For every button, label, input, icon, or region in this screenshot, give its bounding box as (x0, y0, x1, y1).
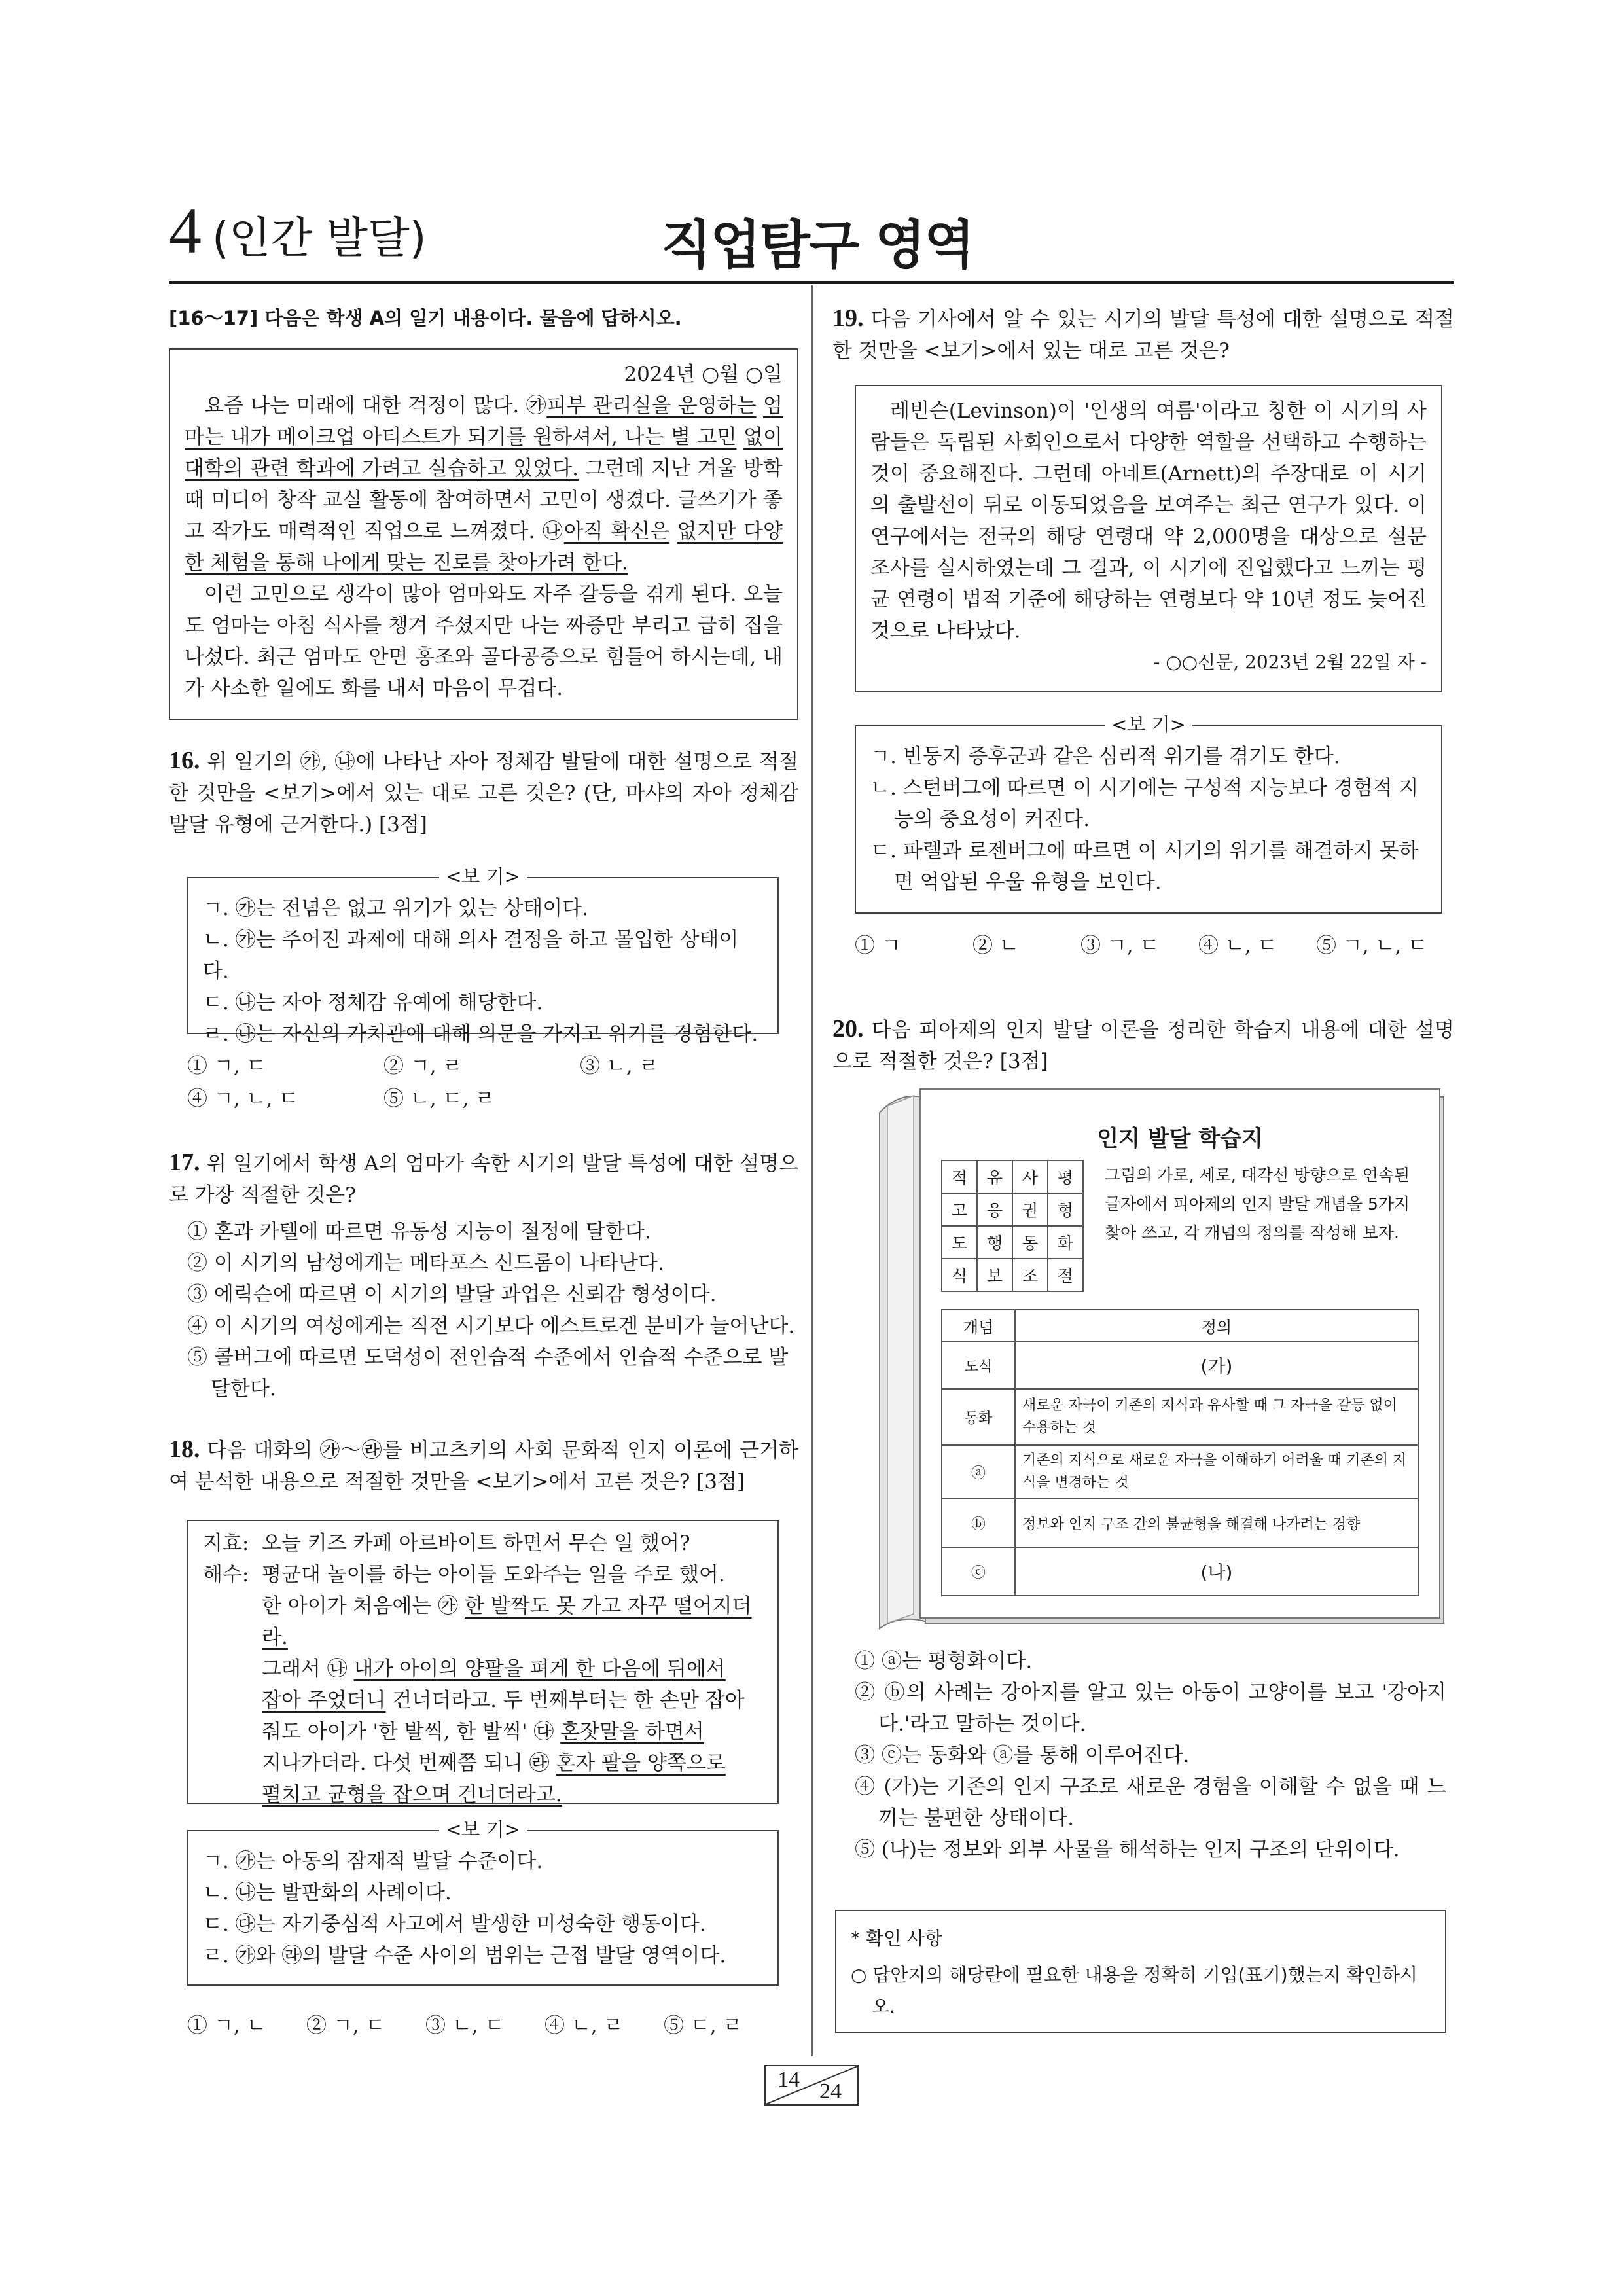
page-total: 24 (819, 2079, 842, 2104)
question-number: 19. (832, 304, 864, 332)
choice-5[interactable]: ⑤ 콜버그에 따르면 도덕성이 전인습적 수준에서 인습적 수준으로 발달한다. (187, 1346, 789, 1401)
diary-paragraph-1 (185, 390, 783, 579)
grid-cell: 절 (1048, 1259, 1083, 1291)
section-header (169, 195, 427, 274)
table-cell: 도식 (942, 1342, 1015, 1389)
table-header: 개념 (942, 1310, 1015, 1342)
mark-ga: ㉮ (526, 394, 547, 418)
intro-text: [16～17] 다음은 학생 A의 일기 내용이다. 물음에 답하시오. (169, 307, 682, 329)
page-title: 직업탐구 영역 (661, 215, 974, 276)
diary-text: 요즘 나는 미래에 대한 걱정이 많다. (204, 394, 526, 418)
diary-date: 2024년 ○월 ○일 (624, 363, 783, 386)
underlined-text: 펼치고 균형을 잡으며 건너더라고. (262, 1783, 562, 1806)
choice-5[interactable]: ⑤ ㄴ, ㄷ, ㄹ (383, 1087, 495, 1111)
bogi-item: ㄹ. ㉮와 ㉱의 발달 수준 사이의 범위는 근접 발달 영역이다. (203, 1944, 726, 1967)
table-cell: ⓐ (942, 1445, 1015, 1499)
question-stem: 다음 기사에서 알 수 있는 시기의 발달 특성에 대한 설명으로 적절한 것만을 <보기>에서 있는 대로 고른 것은? (832, 308, 1454, 363)
diary-text: 그런데 지난 겨울 방학 때 미디어 창작 교실 활동에 참여하면서 고민이 생겼다. 글쓰기가 좋고 작가도 매력적인 직업으로 느껴졌다. (185, 457, 783, 543)
grid-cell: 행 (977, 1226, 1012, 1259)
question-number: 20. (832, 1015, 864, 1043)
speaker-name: 해수: (203, 1563, 249, 1587)
speech-text: 건너더라고. 두 번째부터는 한 손만 잡아 (385, 1689, 745, 1712)
choice-2[interactable]: ② ⓑ의 사례는 강아지를 알고 있는 아동이 고양이를 보고 '강아지다.'라고 말하는 것이다. (855, 1681, 1446, 1736)
grid-cell: 조 (1012, 1259, 1048, 1291)
underlined-text: 엄마는 내가 메이크업 아티스트가 되기를 원하셔서, 나는 별 고민 (185, 394, 783, 449)
mark-na: ㉯ (542, 520, 564, 543)
notice-text: ○ 답안지의 해당란에 필요한 내용을 정확히 기입(표기)했는지 확인하시오. (851, 1964, 1418, 2017)
grid-cell: 고 (942, 1193, 977, 1226)
choice-1[interactable]: ① ㄱ, ㄴ (187, 2014, 266, 2037)
question-stem: 위 일기의 ㉮, ㉯에 나타난 자아 정체감 발달에 대한 설명으로 적절한 것만을 <보기>에서 있는 대로 고른 것은? (단, 마샤의 자아 정체감 발달 유형에 근거한다.) [3점] (169, 750, 798, 836)
choice-1[interactable]: ① ㄱ (855, 934, 901, 958)
bogi-title: <보 기> (439, 1818, 527, 1840)
choice-3[interactable]: ③ ㄱ, ㄷ (1080, 934, 1160, 958)
underlined-text: 없지만 다양한 체험을 통해 나에게 맞는 진로를 찾아가려 한다. (185, 520, 783, 575)
q16-bogi-box (187, 865, 779, 1046)
speech-text: 한 아이가 처음에는 ㉮ (262, 1594, 465, 1618)
question-number: 18. (169, 1435, 200, 1463)
bogi-item: ㄴ. ㉯는 발판화의 사례이다. (203, 1881, 452, 1905)
underlined-text: 한 발짝도 못 가고 자꾸 떨어지더라. (262, 1594, 752, 1649)
table-cell: 동화 (942, 1389, 1015, 1445)
q19-choices (855, 929, 1427, 962)
question-number: 16. (169, 747, 200, 774)
table-cell: 새로운 자극이 기존의 지식과 유사할 때 그 자극을 갈등 없이 수용하는 것 (1015, 1389, 1418, 1445)
grid-cell: 유 (977, 1160, 1012, 1193)
table-cell: ⓒ (942, 1547, 1015, 1596)
choice-3[interactable]: ③ 에릭슨에 따르면 이 시기의 발달 과업은 신뢰감 형성이다. (187, 1283, 717, 1306)
page-number (764, 2065, 859, 2106)
grid-cell: 화 (1048, 1226, 1083, 1259)
q20-choices (855, 1645, 1446, 1865)
choice-1[interactable]: ① ⓐ는 평형화이다. (855, 1649, 1033, 1673)
question-stem: 위 일기에서 학생 A의 엄마가 속한 시기의 발달 특성에 대한 설명으로 가장 적절한 것은? (169, 1152, 798, 1207)
choice-4[interactable]: ④ (가)는 기존의 인지 구조로 새로운 경험을 이해할 수 없을 때 느끼는 불편한 상태이다. (855, 1775, 1446, 1830)
q16-choices-row2 (187, 1083, 495, 1115)
bogi-item: ㄹ. ㉯는 자신의 가치관에 대해 의문을 가지고 위기를 경험한다. (203, 1022, 758, 1046)
q16-choices (187, 1050, 658, 1083)
choice-2[interactable]: ② ㄱ, ㄹ (383, 1054, 463, 1078)
bogi-item: ㄷ. 파렐과 로젠버그에 따르면 이 시기의 위기를 해결하지 못하면 억압된 우울 유형을 보인다. (870, 839, 1419, 894)
choice-3[interactable]: ③ ⓒ는 동화와 ⓐ를 통해 이루어진다. (855, 1744, 1190, 1767)
worksheet-title: 인지 발달 학습지 (1097, 1126, 1263, 1152)
choice-4[interactable]: ④ 이 시기의 여성에게는 직전 시기보다 에스트로겐 분비가 늘어난다. (187, 1314, 795, 1338)
q19-bogi-box (855, 713, 1442, 914)
q17-choices (187, 1216, 798, 1405)
question-19 (832, 302, 1454, 367)
underlined-text: 혼자 팔을 양쪽으로 (556, 1751, 726, 1775)
choice-4[interactable]: ④ ㄱ, ㄴ, ㄷ (187, 1087, 299, 1111)
choice-2[interactable]: ② 이 시기의 남성에게는 메타포스 신드롬이 나타난다. (187, 1251, 664, 1275)
diary-paragraph-2: 이런 고민으로 생각이 많아 엄마와도 자주 갈등을 겪게 된다. 오늘도 엄마는 아침 식사를 챙겨 주셨지만 나는 짜증만 부리고 급히 집을 나섰다. 최근 엄마도 안면 홍조와 골다공증으로 힘들어 하시는데, 내가 사소한 일에도 화를 내서 마음이 무겁다. (185, 583, 783, 700)
article-text: 레빈슨(Levinson)이 '인생의 여름'이라고 칭한 이 시기의 사람들은 독립된 사회인으로서 다양한 역할을 선택하고 수행하는 것이 중요해진다. 그런데 아네트(Arnett)의 주장대로 이 시기의 출발선이 뒤로 이동되었음을 보여주는 최근 연구가 있다. 이 연구에서는 전국의 해당 연령대 약 2,000명을 대상으로 설문 조사를 실시하였는데 그 결과, 이 시기에 진입했다고 느끼는 평균 연령이 법적 기준에 해당하는 연령보다 약 10년 정도 늦어진 것으로 나타났다. (870, 399, 1427, 643)
bogi-item: ㄷ. ㉯는 자아 정체감 유예에 해당한다. (203, 991, 543, 1014)
grid-cell: 사 (1012, 1160, 1048, 1193)
question-16 (169, 745, 798, 840)
table-cell: 기존의 지식으로 새로운 자극을 이해하기 어려울 때 기존의 지식을 변경하는 것 (1015, 1445, 1418, 1499)
article-source: - ○○신문, 2023년 2월 22일 자 - (1153, 651, 1427, 673)
page-current: 14 (777, 2068, 800, 2092)
q19-article-box (855, 385, 1442, 692)
speech-text: 줘도 아이가 '한 발씩, 한 발씩' ㉰ (262, 1720, 561, 1744)
notice-box (835, 1910, 1446, 2033)
bogi-title: <보 기> (439, 865, 527, 888)
underlined-text: 아직 확신은 (563, 520, 670, 543)
speech-text: 평균대 놀이를 하는 아이들 도와주는 일을 주로 했어. (262, 1563, 725, 1587)
choice-1[interactable]: ① 혼과 카텔에 따르면 유동성 지능이 절정에 달한다. (187, 1220, 651, 1244)
choice-3[interactable]: ③ ㄴ, ㄹ (580, 1054, 659, 1078)
underlined-text: 내가 아이의 양팔을 펴게 한 다음에 뒤에서 (353, 1657, 726, 1681)
question-18 (169, 1433, 798, 1498)
bogi-item: ㄴ. ㉮는 주어진 과제에 대해 의사 결정을 하고 몰입한 상태이다. (203, 928, 739, 983)
diary-box (169, 348, 798, 720)
underlined-text: 없이 대학의 관련 학과에 가려고 실습하고 있었다. (185, 425, 783, 480)
choice-1[interactable]: ① ㄱ, ㄷ (187, 1054, 266, 1078)
table-header: 정의 (1015, 1310, 1418, 1342)
definition-table (941, 1309, 1419, 1596)
speech-text: 지나가더라. 다섯 번째쯤 되니 ㉱ (262, 1751, 556, 1775)
underlined-text: 잡아 주었더니 (262, 1689, 386, 1712)
grid-cell: 보 (977, 1259, 1012, 1291)
choice-5[interactable]: ⑤ ㄱ, ㄴ, ㄷ (1316, 934, 1428, 958)
grid-cell: 형 (1048, 1193, 1083, 1226)
choice-4[interactable]: ④ ㄴ, ㄷ (1198, 934, 1277, 958)
worksheet-figure (874, 1086, 1450, 1630)
subject-name: (인간 발달) (212, 213, 427, 263)
grid-cell: 식 (942, 1259, 977, 1291)
underlined-text: 피부 관리실을 운영하는 (546, 394, 757, 418)
q18-choices (187, 2009, 742, 2042)
question-stem: 다음 피아제의 인지 발달 이론을 정리한 학습지 내용에 대한 설명으로 적절한 것은? [3점] (832, 1018, 1454, 1073)
question-17 (169, 1147, 798, 1211)
underlined-text: 혼잣말을 하면서 (560, 1720, 704, 1744)
choice-3[interactable]: ③ ㄴ, ㄷ (425, 2014, 505, 2037)
grid-cell: 권 (1012, 1193, 1048, 1226)
bogi-item: ㄱ. ㉮는 전념은 없고 위기가 있는 상태이다. (203, 897, 588, 920)
bogi-item: ㄱ. 빈둥지 증후군과 같은 심리적 위기를 겪기도 한다. (870, 745, 1340, 768)
q18-bogi-box (187, 1818, 779, 1986)
letter-grid (941, 1160, 1084, 1292)
grid-cell: 동 (1012, 1226, 1048, 1259)
choice-2[interactable]: ② ㄴ (972, 934, 1019, 958)
choice-4[interactable]: ④ ㄴ, ㄹ (544, 2014, 624, 2037)
q18-dialogue-box (187, 1520, 779, 1804)
grid-cell: 평 (1048, 1160, 1083, 1193)
notice-title: * 확인 사항 (851, 1928, 942, 1949)
choice-5[interactable]: ⑤ (나)는 정보와 외부 사물을 해석하는 인지 구조의 단위이다. (855, 1838, 1400, 1861)
choice-5[interactable]: ⑤ ㄷ, ㄹ (664, 2014, 743, 2037)
bogi-title: <보 기> (1105, 713, 1192, 736)
speech-text: 그래서 ㉯ (262, 1657, 354, 1681)
table-cell: (나) (1015, 1547, 1418, 1596)
definition-table-wrap (941, 1309, 1419, 1596)
header-divider (169, 281, 1454, 284)
grid-cell: 적 (942, 1160, 977, 1193)
worksheet-instruction: 그림의 가로, 세로, 대각선 방향으로 연속된 글자에서 피아제의 인지 발달 개념을 5가지 찾아 쓰고, 각 개념의 정의를 작성해 보자. (1105, 1166, 1410, 1242)
page-section-number: 4 (169, 194, 202, 267)
grid-cell: 응 (977, 1193, 1012, 1226)
column-divider (812, 285, 813, 2056)
bogi-item: ㄷ. ㉰는 자기중심적 사고에서 발생한 미성숙한 행동이다. (203, 1912, 706, 1936)
speech-text: 오늘 키즈 카페 아르바이트 하면서 무슨 일 했어? (262, 1532, 690, 1555)
table-cell: 정보와 인지 구조 간의 불균형을 해결해 나가려는 경향 (1015, 1499, 1418, 1547)
speaker-name: 지효: (203, 1532, 249, 1555)
choice-2[interactable]: ② ㄱ, ㄷ (306, 2014, 385, 2037)
table-cell: (가) (1015, 1342, 1418, 1389)
question-number: 17. (169, 1149, 200, 1176)
bogi-item: ㄱ. ㉮는 아동의 잠재적 발달 수준이다. (203, 1850, 543, 1873)
bogi-item: ㄴ. 스턴버그에 따르면 이 시기에는 구성적 지능보다 경험적 지능의 중요성이 커진다. (870, 776, 1419, 831)
table-cell: ⓑ (942, 1499, 1015, 1547)
question-20 (832, 1013, 1454, 1077)
question-stem: 다음 대화의 ㉮～㉱를 비고츠키의 사회 문화적 인지 이론에 근거하여 분석한 내용으로 적절한 것만을 <보기>에서 고른 것은? [3점] (169, 1439, 798, 1494)
grid-cell: 도 (942, 1226, 977, 1259)
